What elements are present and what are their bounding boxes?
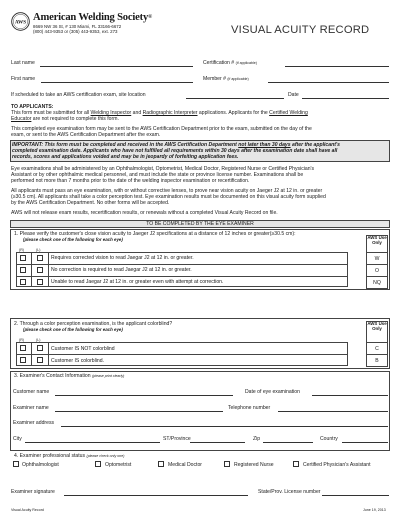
q2-col-l: (L): [36, 338, 41, 342]
q1-row1-label: Requires corrected vision to read Jaegar J2 at 12 in. or greater.: [51, 255, 194, 261]
form-title: VISUAL ACUITY RECORD: [231, 24, 370, 36]
last-name-label: Last name: [11, 60, 35, 66]
examiner-address-label: Examiner address: [13, 420, 55, 426]
st-province-label: ST/Province: [163, 436, 191, 442]
q1-row2-right-eye-checkbox[interactable]: [20, 267, 26, 273]
org-address: 8669 NW 36 St, # 130 Miami, FL 33166-6672: [33, 24, 122, 29]
q2-row2-label: Customer IS colorblind.: [51, 358, 104, 364]
q1-code-2: O: [375, 268, 379, 274]
q2-row1-label: Customer IS NOT colorblind: [51, 346, 115, 352]
ophthalmologist-label: Ophthalmologist: [22, 462, 59, 468]
q2-row1-right-eye-checkbox[interactable]: [20, 345, 26, 351]
info-p1-line2: Assistant or by other ophthalmic medical personnel, and must include the state or province license number. Examinations shall be: [11, 172, 304, 178]
q2-code-1: C: [375, 346, 379, 352]
q2-aws-use-header: AWS Use Only: [367, 321, 387, 331]
info-p3: AWS will not release exam results, recertification results, or renewals without a completed Visual Acuity Record on file.: [11, 210, 278, 216]
applicants-p1-cont: Educator are not required to complete this form.: [11, 116, 119, 122]
country-label: Country: [320, 436, 338, 442]
first-name-field[interactable]: [41, 82, 193, 83]
exam-site-field[interactable]: [186, 98, 284, 99]
telephone-label: Telephone number: [228, 405, 271, 411]
exam-site-label: If scheduled to take an AWS certification exam, site location: [11, 92, 146, 98]
date-field[interactable]: [302, 98, 389, 99]
q1-aws-use-header: AWS Use Only: [367, 235, 387, 245]
registered-nurse-label: Registered Nurse: [234, 462, 274, 468]
q1-subtext: (please check one of the following for each eye): [23, 237, 123, 242]
q1-row3-left-eye-checkbox[interactable]: [37, 279, 43, 285]
q1-row3-right-eye-checkbox[interactable]: [20, 279, 26, 285]
org-name: American Welding Society®: [33, 12, 152, 23]
q2-subtext: (please check one of the following for each eye): [23, 327, 123, 332]
date-of-exam-field[interactable]: [312, 395, 388, 396]
st-province-field[interactable]: [190, 442, 245, 443]
q1-col-l: (L): [36, 248, 41, 252]
info-p1-line3: performed not more than 7 months prior to the date of the welding inspector examination or recertification.: [11, 178, 250, 184]
applicants-heading: TO APPLICANTS:: [11, 104, 54, 110]
member-no-label: Member # (if applicable): [203, 76, 249, 82]
q2-row1-left-eye-checkbox[interactable]: [37, 345, 43, 351]
examiner-signature-label: Examiner signature: [11, 489, 55, 495]
org-phone: (800) 443-9353 or (305) 443-9353, ext. 273: [33, 29, 118, 34]
q1-col-r: (R): [19, 248, 24, 252]
section-header-text: TO BE COMPLETED BY THE EYE EXAMINER: [146, 221, 254, 227]
q4-heading: 4. Examiner professional status (please check only one): [14, 453, 125, 459]
link-radiographic-interpreter[interactable]: Radiographic Interpreter: [142, 110, 198, 116]
date-label: Date: [288, 92, 299, 98]
license-number-field[interactable]: [322, 495, 389, 496]
q1-row1-right-eye-checkbox[interactable]: [20, 255, 26, 261]
country-field[interactable]: [342, 442, 388, 443]
physicians-assistant-checkbox[interactable]: [293, 461, 299, 467]
first-name-label: First name: [11, 76, 36, 82]
logo-text: AWS: [14, 19, 27, 26]
aws-logo: [11, 12, 30, 31]
important-line3: records, scores and applications voided and may be in jeopardy of forfeiting application fees.: [12, 154, 239, 160]
customer-name-label: Customer name: [13, 389, 50, 395]
license-number-label: State/Prov. License number: [258, 489, 321, 495]
examiner-name-field[interactable]: [55, 411, 223, 412]
footer-right: June 19, 2013: [363, 508, 386, 512]
last-name-field[interactable]: [40, 66, 193, 67]
cert-no-field[interactable]: [285, 66, 389, 67]
q1-code-3: NQ: [373, 280, 381, 286]
footer-left: Visual Acuity Record: [11, 508, 44, 512]
q2-col-r: (R): [19, 338, 24, 342]
info-p2-line1: All applicants must pass an eye examination, with or without corrective lenses, to prove near vision acuity on Jaeger J2 at 12 in. or greater: [11, 188, 323, 194]
examiner-name-label: Examiner name: [13, 405, 49, 411]
q1-row2-label: No correction is required to read Jaegar J2 at 12 in. or greater.: [51, 267, 192, 273]
member-no-field[interactable]: [268, 82, 389, 83]
q1-row1-left-eye-checkbox[interactable]: [37, 255, 43, 261]
examiner-signature-field[interactable]: [64, 495, 248, 496]
q1-code-1: W: [374, 256, 380, 262]
q2-text: 2. Through a color perception examination, is the applicant colorblind?: [14, 321, 173, 327]
applicants-p2-line1: This completed eye examination form may be sent to the AWS Certification Department prior to the exam, submitted on the day of the: [11, 126, 312, 132]
telephone-field[interactable]: [278, 411, 388, 412]
q1-text: 1. Please verify the customer's close vision acuity to Jaeger J2 specifications at a distance of 12 inches or greater(≥30.5 cm):: [14, 231, 296, 237]
q1-row2-left-eye-checkbox[interactable]: [37, 267, 43, 273]
city-label: City: [13, 436, 22, 442]
zip-label: Zip: [253, 436, 261, 442]
optometrist-label: Optometrist: [105, 462, 132, 468]
examiner-address-field[interactable]: [61, 426, 388, 427]
info-p1-line1: Eye examinations shall be administered by an Ophthalmologist, Optometrist, Medical Doctor, Registered Nurse or Certified Physician's: [11, 166, 315, 172]
city-field[interactable]: [25, 442, 160, 443]
q2-row2-left-eye-checkbox[interactable]: [37, 357, 43, 363]
q3-heading: 3. Examiner's Contact Information (please print clearly): [14, 373, 125, 379]
link-educator[interactable]: Educator: [11, 116, 32, 122]
date-of-exam-label: Date of eye examination: [245, 389, 300, 395]
physicians-assistant-label: Certified Physician's Assistant: [303, 462, 371, 468]
zip-field[interactable]: [263, 442, 313, 443]
important-line2: completed examination date. Applicants who have not fulfilled all requirements within 30 days after the examination date shall have all: [12, 148, 338, 154]
cert-no-label: Certification # (if applicable): [203, 60, 257, 66]
q2-code-2: B: [375, 358, 379, 364]
customer-name-field[interactable]: [55, 395, 233, 396]
applicants-p2-line2: exam, or sent to the AWS Certification Department after the exam.: [11, 132, 161, 138]
q2-row2-right-eye-checkbox[interactable]: [20, 357, 26, 363]
info-p2-line2: (≥30.5 cm). All applicants shall take a color perception test. Eye examination results must be documented on this visual acuity form supplied: [11, 194, 326, 200]
link-certified-welding[interactable]: Certified Welding: [269, 110, 308, 116]
optometrist-checkbox[interactable]: [95, 461, 101, 467]
registered-nurse-checkbox[interactable]: [224, 461, 230, 467]
q1-row3-label: Unable to read Jaegar J2 at 12 in. or greater even with attempt at correction.: [51, 279, 224, 285]
ophthalmologist-checkbox[interactable]: [13, 461, 19, 467]
medical-doctor-checkbox[interactable]: [158, 461, 164, 467]
important-line1: IMPORTANT: This form must be completed and received in the AWS Certification Department not later than 30 days after the applicant's: [12, 142, 340, 148]
info-p2-line3: by the AWS Certification Department. No other forms will be accepted.: [11, 200, 170, 206]
applicants-p1: This form must be submitted for all Welding Inspector and Radiographic Interpreter applications. Applicants for the Certified Welding: [11, 110, 308, 116]
medical-doctor-label: Medical Doctor: [168, 462, 202, 468]
link-welding-inspector[interactable]: Welding Inspector: [90, 110, 132, 116]
